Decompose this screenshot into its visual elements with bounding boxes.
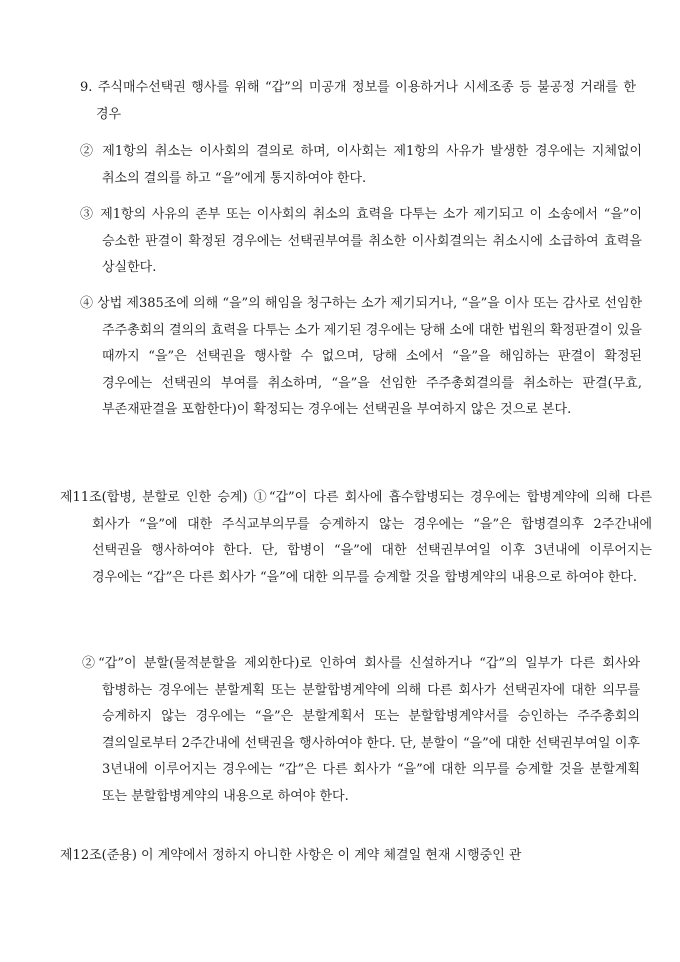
article-11-paragraph-2: ②“갑”이 분할(물적분할을 제외한다)로 인하여 회사를 신설하거나 “갑”의 일부가 다른 회사와 합병하는 경우에는 분할계획 또는 분할합병계약에 의해 다른 회사가 선택권자에 대한 의무를 승계하지 않는 경우에는 “을”은 분할계획서 또는 분할합병계약서를 승인하는 주주총회의 결의일로부터 2주간내에 선택권을 행사하여야 한다. 단, 분할이 “을”에 대한 선택권부여일 이후 3년내에 이루어지는 경우에는 “갑”은 다른 회사가 “을”에 대한 의무를 승계할 것을 분할계획 또는 분할합병계약의 내용으로 하여야 한다.: [82, 656, 640, 804]
article-12-heading: 제12조(준용): [60, 848, 137, 863]
article-12-text: 이 계약에서 정하지 아니한 사항은 이 계약 체결일 현재 시행중인 관: [136, 848, 522, 863]
article-12: [60, 843, 620, 870]
paragraph-4: ④ 상법 제385조에 의해 “을”의 해임을 청구하는 소가 제기되거나, “을”을 이사 또는 감사로 선임한 주주총회의 결의의 효력을 다투는 소가 제기된 경우에는 당해 소에 대한 법원의 확정판결이 있을 때까지 “을”은 선택권을 행사할 수 없으며, 당해 소에서 “을”을 해임하는 판결이 확정된 경우에는 선택권의 부여를 취소하며, “을”을 선임한 주주총회결의를 취소하는 판결(무효, 부존재판결을 포함한다)이 확정되는 경우에는 선택권을 부여하지 않은 것으로 본다.: [80, 296, 642, 417]
paragraph-2: ② 제1항의 취소는 이사회의 결의로 하며, 이사회는 제1항의 사유가 발생한 경우에는 지체없이 취소의 결의를 하고 “을”에게 통지하여야 한다.: [80, 144, 642, 186]
article-11-paragraph-1: [60, 485, 652, 591]
paragraph-3: ③ 제1항의 사유의 존부 또는 이사회의 취소의 효력을 다투는 소가 제기되고 이 소송에서 “을”이 승소한 판결이 확정된 경우에는 선택권부여를 취소한 이사회결의는 취소시에 소급하여 효력을 상실한다.: [80, 207, 642, 275]
item-9: 9. 주식매수선택권 행사를 위해 “갑”의 미공개 정보를 이용하거나 시세조종 등 불공정 거래를 한 경우: [80, 80, 636, 122]
article-11-paragraph-1-text: ①“갑”이 다른 회사에 흡수합병되는 경우에는 합병계약에 의해 다른 회사가 “을”에 대한 주식교부의무를 승계하지 않는 경우에는 “을”은 합병결의후 2주간내에 선택권을 행사하여야 한다. 단, 합병이 “을”에 대한 선택권부여일 이후 3년내에 이루어지는 경우에는 “갑”은 다른 회사가 “을”에 대한 의무를 승계할 것을 합병계약의 내용으로 하여야 한다.: [92, 490, 653, 585]
article-11-heading: 제11조(합병, 분할로 인한 승계): [60, 490, 248, 505]
